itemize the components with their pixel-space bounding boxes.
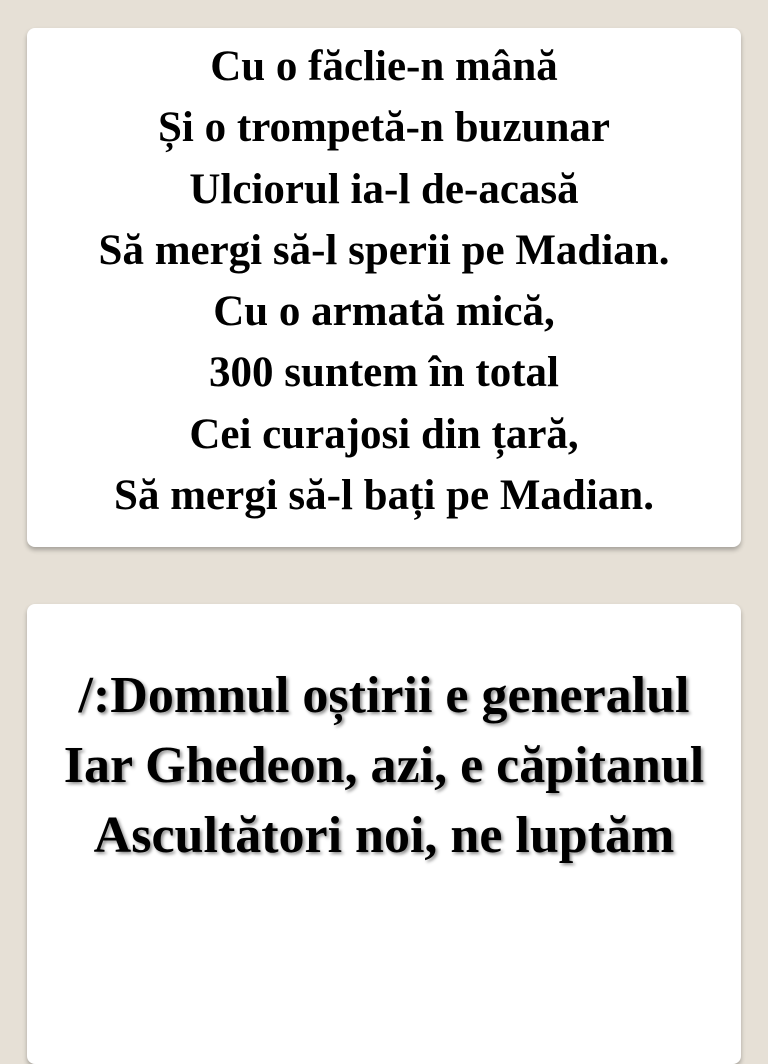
lyric-line: Cu o armată mică, xyxy=(213,288,555,336)
lyric-line: Cu o făclie-n mână xyxy=(210,43,558,90)
chorus-line: /:Domnul oștirii e generalul xyxy=(78,667,690,724)
lyric-line: 300 suntem în total xyxy=(209,349,559,397)
lyric-line: Ulciorul ia-l de-acasă xyxy=(189,165,579,213)
chorus-line: Ascultători noi, ne luptăm xyxy=(93,807,675,864)
chorus-line: Iar Ghedeon, azi, e căpitanul xyxy=(63,737,705,794)
lyrics-slide-1 xyxy=(27,28,741,547)
lyrics-slide-2 xyxy=(27,604,741,1064)
lyric-line: Să mergi să-l sperii pe Madian. xyxy=(98,226,670,274)
lyric-line: Cei curajosi din țară, xyxy=(189,410,579,458)
lyric-line: Și o trompetă-n buzunar xyxy=(158,104,610,152)
lyric-line: Să mergi să-l bați pe Madian. xyxy=(114,472,654,520)
